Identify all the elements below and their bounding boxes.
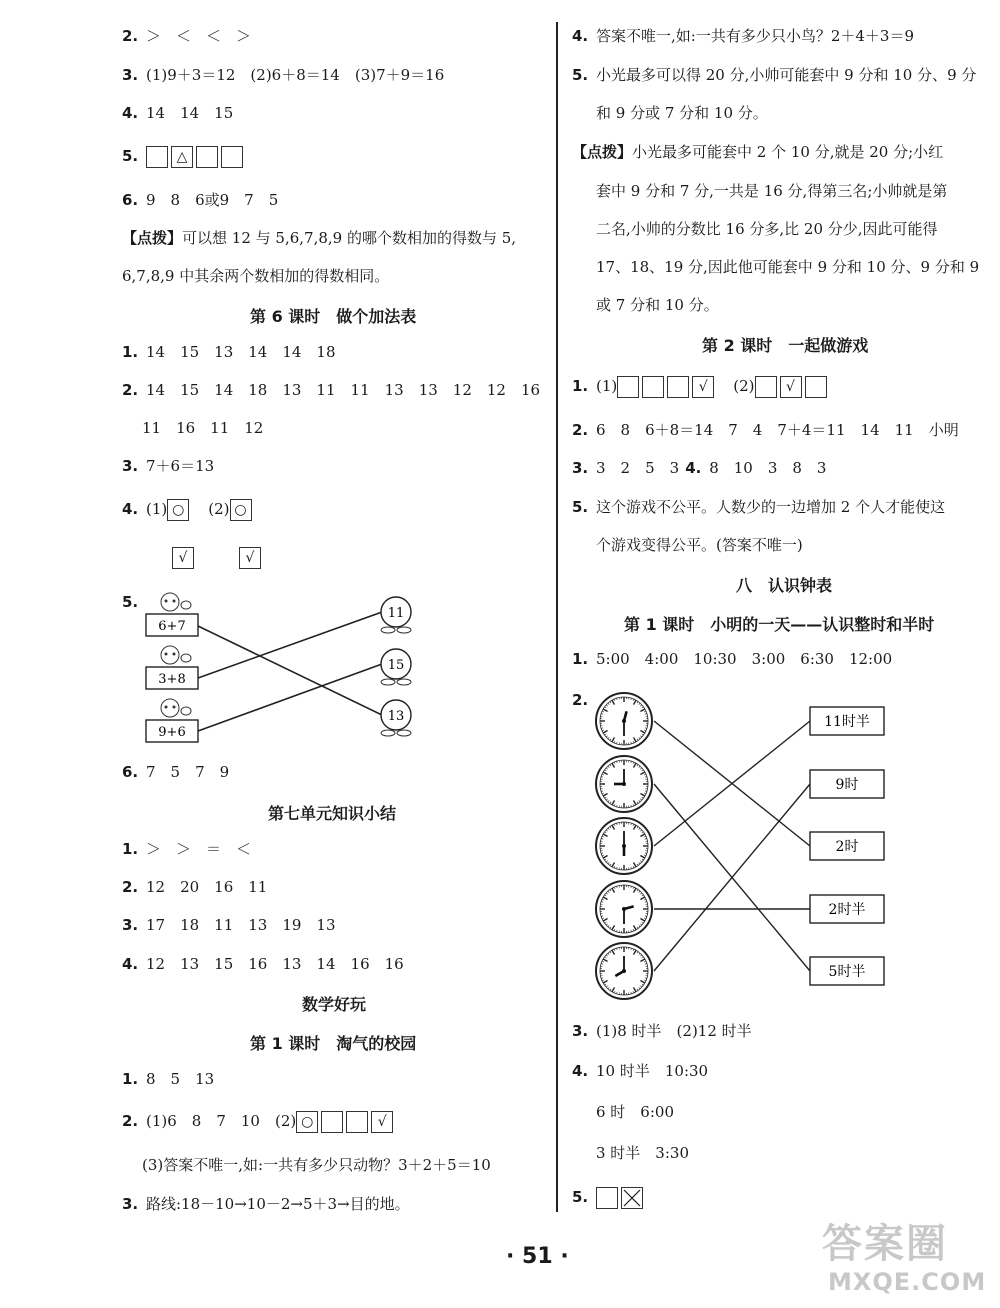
r-tip-line-2: 套中 9 分和 7 分,一共是 16 分,得第三名;小帅就是第 xyxy=(596,182,948,200)
card-expression: 9+6 xyxy=(158,725,186,740)
u7-answer-3 xyxy=(122,915,336,935)
circle-box: ○ xyxy=(167,499,189,521)
answer-text: 路线:18－10→10－2→5＋3→目的地。 xyxy=(146,1195,410,1213)
s6-answer-2 xyxy=(122,380,540,400)
clock-icon xyxy=(596,943,652,999)
time-label: 9时 xyxy=(835,777,859,793)
answer-text: 12 20 16 11 xyxy=(146,878,268,896)
question-number: 6. xyxy=(122,191,139,209)
question-number: 2. xyxy=(122,27,139,45)
empty-box xyxy=(321,1111,343,1133)
empty-box xyxy=(596,1187,618,1209)
r-tip-line-4: 17、18、19 分,因此他可能套中 9 分和 10 分、9 分和 9 xyxy=(596,258,980,276)
answer-text: (1)6 8 7 10 (2) xyxy=(146,1112,297,1130)
answer-text: 这个游戏不公平。人数少的一边增加 2 个人才能使这 xyxy=(596,498,946,516)
peach-number: 13 xyxy=(387,709,405,724)
question-number: 6. xyxy=(122,763,139,781)
clock-icon xyxy=(596,693,652,749)
empty-box xyxy=(196,146,218,168)
page-dot: · xyxy=(560,1244,569,1269)
page-number xyxy=(506,1244,569,1269)
u8-answer-4-c: 3 时半 3:30 xyxy=(596,1144,689,1162)
peach-number: 11 xyxy=(387,606,405,621)
answer-text: 17 18 11 13 19 13 xyxy=(146,916,336,934)
match-line xyxy=(198,612,382,678)
r-tip-line-1 xyxy=(572,142,943,162)
clock-icon xyxy=(596,881,652,937)
question-number: 2. xyxy=(122,878,139,896)
question-number: 2. xyxy=(122,381,139,399)
peach-number: 15 xyxy=(387,658,405,673)
answer-text: 7 5 7 9 xyxy=(146,763,230,781)
part-label: (1) xyxy=(146,500,168,518)
answer-text: (1)8 时半 (2)12 时半 xyxy=(596,1022,752,1040)
answer-text: 5:00 4:00 10:30 3:00 6:30 12:00 xyxy=(596,650,893,668)
check-box: √ xyxy=(780,376,802,398)
part-label: (1) xyxy=(596,377,618,395)
question-number: 5. xyxy=(572,1188,589,1206)
page-dot: · xyxy=(506,1244,515,1269)
watermark-logo: 答案圈 xyxy=(822,1221,948,1267)
answer-2 xyxy=(122,26,251,46)
circle-box: ○ xyxy=(230,499,252,521)
tip-line-1 xyxy=(122,228,516,248)
empty-box xyxy=(146,146,168,168)
question-number: 3. xyxy=(122,916,139,934)
triangle-box: △ xyxy=(171,146,193,168)
time-label: 11时半 xyxy=(824,714,870,730)
check-box: √ xyxy=(371,1111,393,1133)
match-line xyxy=(198,664,382,731)
tip-text: 可以想 12 与 5,6,7,8,9 的哪个数相加的得数与 5, xyxy=(182,229,517,247)
unit-title-clocks: 八 认识钟表 xyxy=(736,576,833,595)
s6-answer-4 xyxy=(122,499,255,521)
clock-icon xyxy=(596,756,652,812)
r-answer-4 xyxy=(572,26,914,46)
clock-icon xyxy=(596,818,652,874)
s2-answer-3-4 xyxy=(572,458,826,478)
f1-answer-3 xyxy=(122,1194,410,1214)
question-number: 3. xyxy=(572,459,589,477)
tip-line-2 xyxy=(122,266,389,286)
empty-box xyxy=(617,376,639,398)
clock-matching-diagram xyxy=(590,688,900,1008)
matching-diagram xyxy=(140,588,440,748)
cross-icon xyxy=(622,1188,642,1208)
answer-text: 3 2 5 3 xyxy=(596,459,680,477)
check-box: √ xyxy=(692,376,714,398)
part-label: (2) xyxy=(208,500,230,518)
s6-answer-6 xyxy=(122,762,229,782)
tip-label: 【点拨】 xyxy=(572,143,633,161)
u8-answer-3 xyxy=(572,1021,752,1041)
r-tip-line-5: 或 7 分和 10 分。 xyxy=(596,296,719,314)
question-number: 5. xyxy=(122,593,139,611)
question-number: 4. xyxy=(122,500,139,518)
monkey-icon xyxy=(161,593,191,611)
monkey-icon xyxy=(161,699,191,717)
tip-label: 【点拨】 xyxy=(122,229,183,247)
empty-box xyxy=(667,376,689,398)
answer-text: 14 15 14 18 13 11 11 13 13 12 12 16 xyxy=(146,381,541,399)
time-label: 2时 xyxy=(835,839,859,855)
question-number: 3. xyxy=(122,457,139,475)
question-number: 4. xyxy=(572,1062,589,1080)
question-number: 1. xyxy=(122,1070,139,1088)
check-box: √ xyxy=(239,547,261,569)
u8-answer-4-b: 6 时 6:00 xyxy=(596,1103,674,1121)
card-expression: 6+7 xyxy=(158,619,186,634)
empty-box xyxy=(346,1111,368,1133)
answer-text: 8 10 3 8 3 xyxy=(709,459,827,477)
page-number-text: 51 xyxy=(522,1244,553,1269)
answer-text: 14 15 13 14 14 18 xyxy=(146,343,336,361)
s6-answer-4-checks xyxy=(172,547,264,569)
question-number: 2. xyxy=(572,691,589,709)
question-number: 4. xyxy=(685,459,702,477)
clock-group xyxy=(596,693,652,999)
question-number: 5. xyxy=(572,66,589,84)
section-title-lesson1-campus: 第 1 课时 淘气的校园 xyxy=(250,1034,417,1053)
u7-answer-2 xyxy=(122,877,267,897)
answer-text: 答案不唯一,如:一共有多少只小鸟？2＋4＋3＝9 xyxy=(596,27,914,45)
answer-text: 小光最多可以得 20 分,小帅可能套中 9 分和 10 分、9 分 xyxy=(596,66,977,84)
empty-box xyxy=(755,376,777,398)
cross-box xyxy=(621,1187,643,1209)
question-number: 1. xyxy=(122,343,139,361)
question-number: 1. xyxy=(572,650,589,668)
f1-answer-2 xyxy=(122,1111,396,1133)
empty-box xyxy=(221,146,243,168)
s6-answer-2-cont: 11 16 11 12 xyxy=(142,419,264,437)
question-number: 2. xyxy=(572,421,589,439)
f1-answer-1 xyxy=(122,1069,214,1089)
u8-answer-5 xyxy=(572,1187,646,1209)
u7-answer-1 xyxy=(122,839,251,859)
answer-5-shapes xyxy=(122,146,246,168)
answer-text: ＞ ＜ ＜ ＞ xyxy=(146,27,252,45)
s2-answer-5 xyxy=(572,497,945,517)
s2-answer-2 xyxy=(572,420,959,440)
watermark-url: MXQE.COM xyxy=(828,1268,987,1296)
section-title-lesson2-game: 第 2 课时 一起做游戏 xyxy=(702,336,869,355)
r-answer-5 xyxy=(572,65,976,85)
question-number: 4. xyxy=(122,104,139,122)
section-title-lesson1-hours: 第 1 课时 小明的一天——认识整时和半时 xyxy=(624,615,935,634)
question-number: 3. xyxy=(122,1195,139,1213)
answer-text: (1)9＋3＝12 (2)6＋8＝14 (3)7＋9＝16 xyxy=(146,66,445,84)
answer-text: 8 5 13 xyxy=(146,1070,215,1088)
empty-box xyxy=(805,376,827,398)
card-expression: 3+8 xyxy=(158,672,186,687)
r-tip-line-3: 二名,小帅的分数比 16 分多,比 20 分少,因此可能得 xyxy=(596,220,938,238)
tip-text: 6,7,8,9 中其余两个数相加的得数相同。 xyxy=(122,267,390,285)
match-lines xyxy=(654,721,810,971)
tip-text: 小光最多可能套中 2 个 10 分,就是 20 分;小红 xyxy=(632,143,944,161)
question-number: 3. xyxy=(572,1022,589,1040)
section-title-math-fun: 数学好玩 xyxy=(302,995,367,1014)
answer-text: 12 13 15 16 13 14 16 16 xyxy=(146,955,404,973)
match-line xyxy=(198,626,382,715)
answer-text: 7＋6＝13 xyxy=(146,457,215,475)
time-label-group xyxy=(810,707,884,985)
question-number: 5. xyxy=(572,498,589,516)
column-divider xyxy=(556,22,558,1212)
answer-text: 9 8 6或9 7 5 xyxy=(146,191,279,209)
answer-text: ＞ ＞ ＝ ＜ xyxy=(146,840,252,858)
answer-text: 10 时半 10:30 xyxy=(596,1062,709,1080)
u8-answer-1 xyxy=(572,649,892,669)
s6-answer-3 xyxy=(122,456,214,476)
time-label: 5时半 xyxy=(828,964,866,980)
s2-answer-5-cont: 个游戏变得公平。(答案不唯一) xyxy=(596,536,803,554)
s6-answer-1 xyxy=(122,342,336,362)
question-number: 4. xyxy=(572,27,589,45)
answer-3 xyxy=(122,65,444,85)
circle-box: ○ xyxy=(296,1111,318,1133)
answer-4 xyxy=(122,103,233,123)
answer-text: 14 14 15 xyxy=(146,104,234,122)
s2-answer-1 xyxy=(572,376,830,398)
monkey-icon xyxy=(161,646,191,664)
question-number: 1. xyxy=(572,377,589,395)
check-box: √ xyxy=(172,547,194,569)
section-title-lesson6: 第 6 课时 做个加法表 xyxy=(250,307,417,326)
question-number: 3. xyxy=(122,66,139,84)
question-number: 1. xyxy=(122,840,139,858)
empty-box xyxy=(642,376,664,398)
part-label: (2) xyxy=(733,377,755,395)
u7-answer-4 xyxy=(122,954,404,974)
section-title-unit7-summary: 第七单元知识小结 xyxy=(268,804,397,823)
answer-text: 6 8 6＋8＝14 7 4 7＋4＝11 14 11 小明 xyxy=(596,421,959,439)
f1-answer-2-part3: (3)答案不唯一,如:一共有多少只动物？3＋2＋5＝10 xyxy=(142,1156,491,1174)
answer-6 xyxy=(122,190,278,210)
r-answer-5-cont: 和 9 分或 7 分和 10 分。 xyxy=(596,104,768,122)
question-number: 5. xyxy=(122,147,139,165)
question-number: 4. xyxy=(122,955,139,973)
u8-answer-4 xyxy=(572,1061,708,1081)
question-number: 2. xyxy=(122,1112,139,1130)
time-label: 2时半 xyxy=(828,902,866,918)
